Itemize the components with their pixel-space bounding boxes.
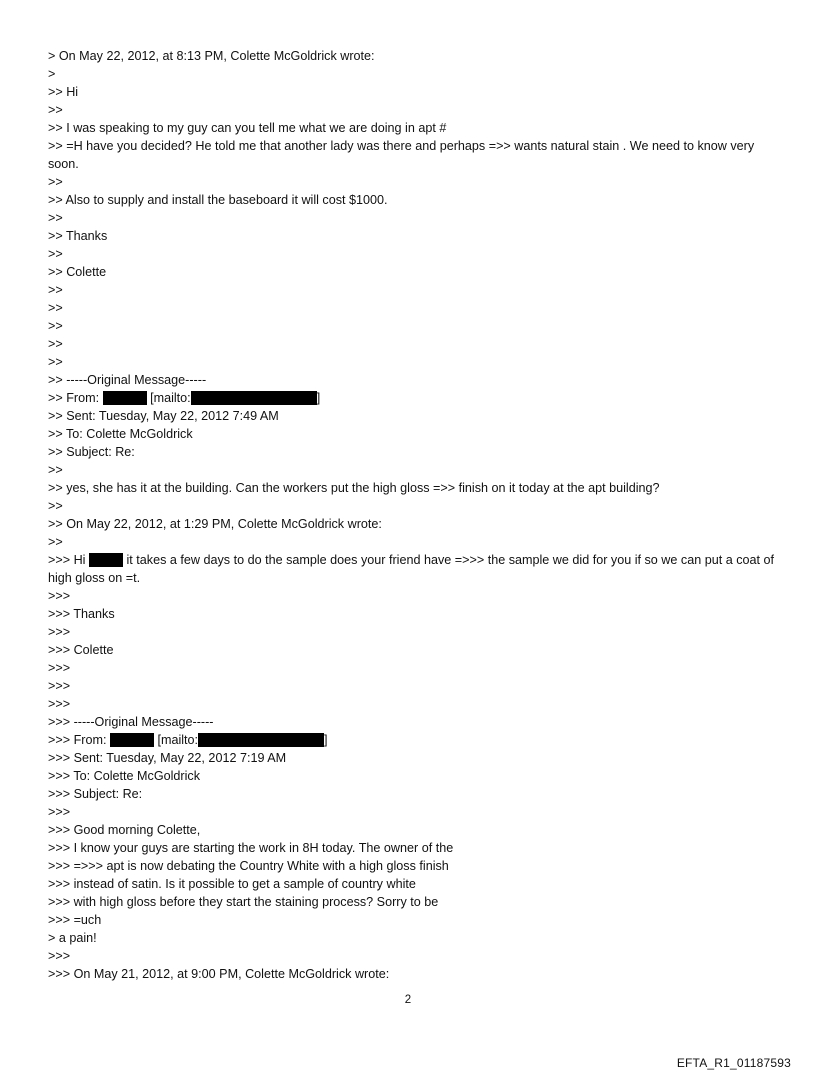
email-line: >> [48, 337, 63, 351]
email-line: >>> To: Colette McGoldrick [48, 769, 201, 783]
from-label: >>> From: [48, 733, 110, 747]
email-from-line [48, 731, 778, 749]
email-line: >>> Subject: Re: [48, 787, 143, 801]
email-line [48, 551, 778, 587]
email-line: >> [48, 301, 63, 315]
email-line: >> On May 22, 2012, at 1:29 PM, Colette McGoldrick wrote: [48, 517, 382, 531]
email-line: >>> =uch [48, 913, 102, 927]
email-line: >>> [48, 805, 71, 819]
email-line: >>> [48, 661, 71, 675]
email-line: >> [48, 319, 63, 333]
email-line: >> Colette [48, 265, 107, 279]
email-line: >>> Good morning Colette, [48, 823, 201, 837]
email-line: >> [48, 283, 63, 297]
email-line: >>> [48, 679, 71, 693]
email-line: >> I was speaking to my guy can you tell me what we are doing in apt # [48, 121, 447, 135]
message-text: it takes a few days to do the sample does your friend have =>>> the sample we did for you if so we can put a coat of high gloss on =t. [48, 553, 775, 585]
bates-number: EFTA_R1_01187593 [676, 1056, 791, 1070]
email-line: >> [48, 175, 63, 189]
mailto-label: [mailto: [146, 391, 191, 405]
email-line: >>> [48, 697, 71, 711]
email-line: >> [48, 103, 63, 117]
email-line: >>> =>>> apt is now debating the Country White with a high gloss finish [48, 859, 449, 873]
mailto-close: ] [324, 733, 328, 747]
email-line: >>> I know your guys are starting the work in 8H today. The owner of the [48, 841, 454, 855]
email-line: >>> with high gloss before they start the staining process? Sorry to be [48, 895, 439, 909]
email-line: >> Sent: Tuesday, May 22, 2012 7:49 AM [48, 409, 279, 423]
email-body [48, 47, 778, 983]
page-number: 2 [404, 994, 412, 1006]
email-line: >> Also to supply and install the baseboard it will cost $1000. [48, 193, 388, 207]
email-line: > On May 22, 2012, at 8:13 PM, Colette McGoldrick wrote: [48, 49, 375, 63]
email-line: >>> Thanks [48, 607, 115, 621]
email-line: >> [48, 499, 63, 513]
email-line: >>> [48, 589, 71, 603]
email-line: >>> Colette [48, 643, 114, 657]
greeting-text: >>> Hi [48, 553, 89, 567]
email-line: >> Hi [48, 85, 79, 99]
redaction-box [110, 733, 154, 747]
email-line: >> =H have you decided? He told me that another lady was there and perhaps =>> wants natural stain . We need to know very soon. [48, 139, 755, 171]
email-line: >> yes, she has it at the building. Can the workers put the high gloss =>> finish on it today at the apt building? [48, 481, 660, 495]
email-line: >>> Sent: Tuesday, May 22, 2012 7:19 AM [48, 751, 287, 765]
email-line: >>> [48, 625, 71, 639]
email-line: >>> instead of satin. Is it possible to get a sample of country white [48, 877, 416, 891]
email-line: >> [48, 211, 63, 225]
mailto-close: ] [316, 391, 321, 405]
email-line: >> [48, 463, 63, 477]
email-line: >>> On May 21, 2012, at 9:00 PM, Colette McGoldrick wrote: [48, 967, 390, 981]
email-line: > [48, 67, 56, 81]
email-line: >> Subject: Re: [48, 445, 135, 459]
redaction-box [191, 391, 317, 405]
email-line: >>> -----Original Message----- [48, 715, 214, 729]
email-line: >>> [48, 949, 71, 963]
email-line: >> Thanks [48, 229, 108, 243]
email-line: >> -----Original Message----- [48, 373, 207, 387]
email-line: >> [48, 535, 63, 549]
email-line: >> [48, 247, 63, 261]
redaction-box [103, 391, 147, 405]
redaction-box [198, 733, 324, 747]
email-line: >> To: Colette McGoldrick [48, 427, 193, 441]
email-from-line [48, 389, 778, 407]
from-label: >> From: [48, 391, 103, 405]
mailto-label: [mailto: [153, 733, 199, 747]
email-line: >> [48, 355, 63, 369]
redaction-box [89, 553, 123, 567]
email-line: > a pain! [48, 931, 97, 945]
